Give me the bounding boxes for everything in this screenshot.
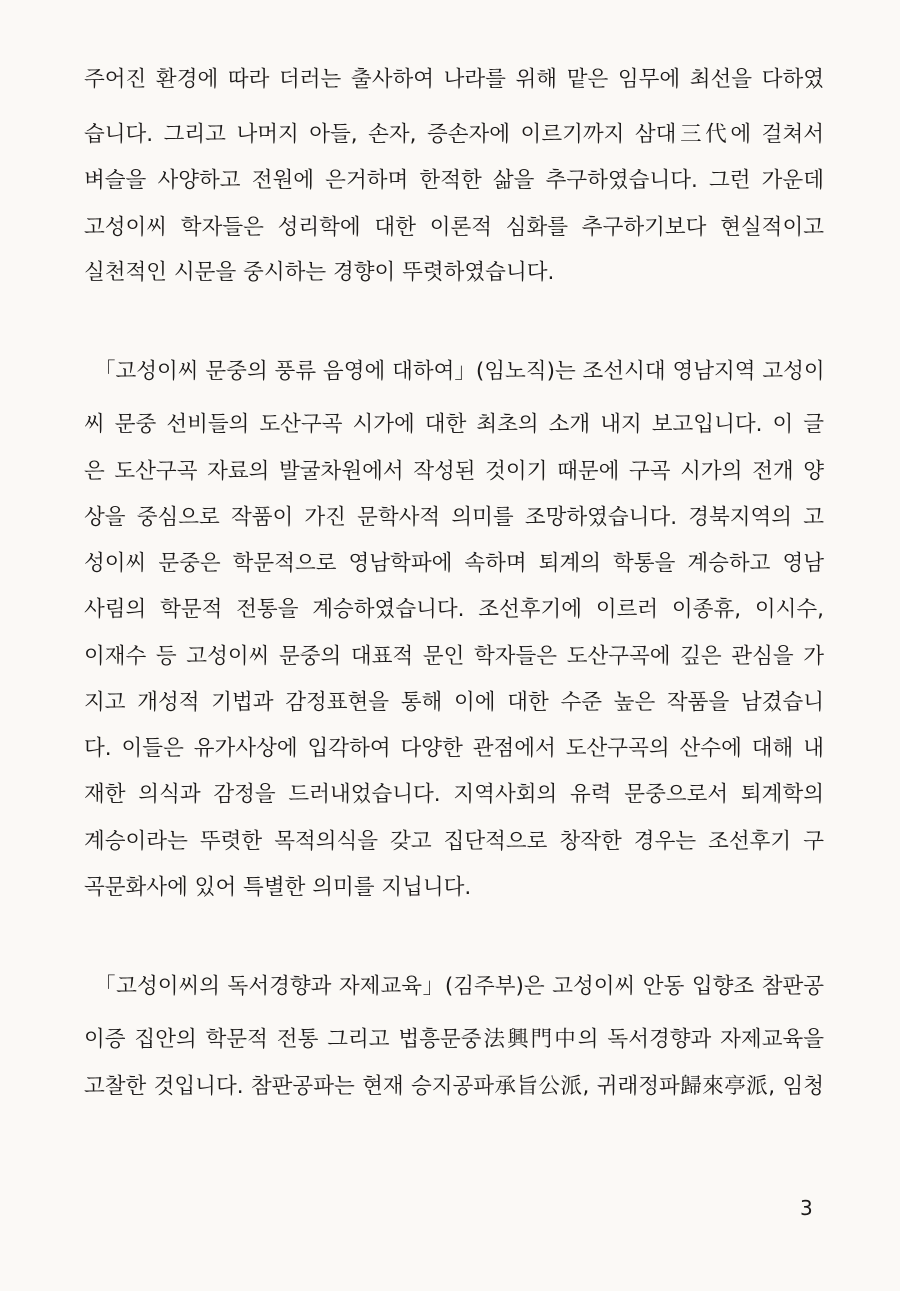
text-line: 주어진 환경에 따라 더러는 출사하여 나라를 위해 맡은 임무에 최선을 다하였 — [84, 67, 824, 92]
page-number: 3 — [800, 1196, 813, 1220]
text-line: 사림의 학문적 전통을 계승하였습니다. 조선후기에 이르러 이종휴, 이시수, — [84, 597, 824, 622]
text-line: 고찰한 것입니다. 참판공파는 현재 승지공파承旨公派, 귀래정파歸來亭派, 임청 — [84, 1074, 824, 1099]
text-line: 씨 문중 선비들의 도산구곡 시가에 대한 최초의 소개 내지 보고입니다. 이 글 — [84, 412, 824, 437]
text-line: 습니다. 그리고 나머지 아들, 손자, 증손자에 이르기까지 삼대三代에 걸쳐서 — [84, 122, 824, 147]
text-line: 벼슬을 사양하고 전원에 은거하며 한적한 삶을 추구하였습니다. 그런 가운데 — [84, 168, 824, 193]
text-line: 계승이라는 뚜렷한 목적의식을 갖고 집단적으로 창작한 경우는 조선후기 구 — [84, 829, 824, 854]
text-line: 고성이씨 학자들은 성리학에 대한 이론적 심화를 추구하기보다 현실적이고 — [84, 215, 824, 240]
text-line: 곡문화사에 있어 특별한 의미를 지닙니다. — [84, 875, 472, 900]
text-line: 재한 의식과 감정을 드러내었습니다. 지역사회의 유력 문중으로서 퇴계학의 — [84, 782, 824, 807]
text-line: 다. 이들은 유가사상에 입각하여 다양한 관점에서 도산구곡의 산수에 대해 내 — [84, 736, 824, 761]
text-line: 실천적인 시문을 중시하는 경향이 뚜렷하였습니다. — [84, 260, 555, 285]
text-line: 「고성이씨 문중의 풍류 음영에 대하여」(임노직)는 조선시대 영남지역 고성이 — [94, 359, 825, 384]
text-line: 이증 집안의 학문적 전통 그리고 법흥문중法興門中의 독서경향과 자제교육을 — [84, 1027, 824, 1052]
text-line: 「고성이씨의 독서경향과 자제교육」(김주부)은 고성이씨 안동 입향조 참판공 — [94, 974, 824, 999]
text-line: 성이씨 문중은 학문적으로 영남학파에 속하며 퇴계의 학통을 계승하고 영남 — [84, 551, 824, 576]
text-line: 이재수 등 고성이씨 문중의 대표적 문인 학자들은 도산구곡에 깊은 관심을 가 — [84, 644, 824, 669]
text-line: 은 도산구곡 자료의 발굴차원에서 작성된 것이기 때문에 구곡 시가의 전개 양 — [84, 459, 824, 484]
text-line: 지고 개성적 기법과 감정표현을 통해 이에 대한 수준 높은 작품을 남겼습니 — [84, 690, 824, 715]
text-line: 상을 중심으로 작품이 가진 문학사적 의미를 조망하였습니다. 경북지역의 고 — [84, 505, 824, 530]
